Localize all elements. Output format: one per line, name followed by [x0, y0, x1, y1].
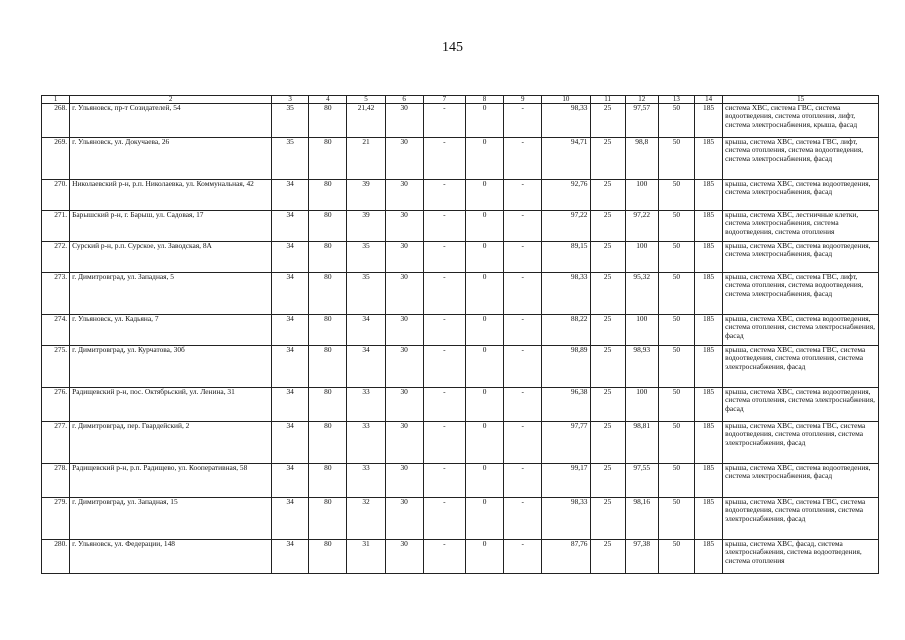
value-col-8: 0: [465, 273, 503, 315]
value-col-7: -: [423, 540, 465, 574]
value-col-11: 25: [590, 104, 625, 138]
value-col-11: 25: [590, 315, 625, 346]
value-col-6: 30: [385, 498, 423, 540]
value-col-14: 185: [695, 104, 723, 138]
value-col-10: 98,33: [542, 273, 590, 315]
address-cell: г. Ульяновск, ул. Докучаева, 26: [70, 138, 272, 180]
address-cell: Барышский р-н, г. Барыш, ул. Садовая, 17: [70, 211, 272, 242]
value-col-4: 80: [309, 498, 347, 540]
table-row: [42, 180, 879, 211]
column-header-2: 2: [70, 96, 272, 104]
value-col-8: 0: [465, 346, 503, 388]
value-col-9: -: [504, 315, 542, 346]
value-col-11: 25: [590, 211, 625, 242]
table-row: [42, 464, 879, 498]
value-col-11: 25: [590, 388, 625, 422]
value-col-11: 25: [590, 273, 625, 315]
value-col-10: 88,22: [542, 315, 590, 346]
works-cell: крыша, система ХВС, система ГВС, система водоотведения, система отопления, система электроснабжения, фасад: [723, 422, 879, 464]
table-row: [42, 498, 879, 540]
value-col-13: 50: [658, 211, 694, 242]
column-header-8: 8: [465, 96, 503, 104]
address-cell: Радищевский р-н, пос. Октябрьский, ул. Ленина, 31: [70, 388, 272, 422]
row-number: 274.: [42, 315, 70, 346]
value-col-14: 185: [695, 211, 723, 242]
value-col-9: -: [504, 388, 542, 422]
value-col-11: 25: [590, 346, 625, 388]
value-col-5: 21: [347, 138, 385, 180]
value-col-11: 25: [590, 498, 625, 540]
value-col-4: 80: [309, 315, 347, 346]
works-cell: крыша, система ХВС, фасад, система электроснабжения, система водоотведения, система отопления: [723, 540, 879, 574]
table-row: [42, 138, 879, 180]
address-cell: г. Ульяновск, ул. Федерации, 148: [70, 540, 272, 574]
value-col-3: 34: [272, 464, 309, 498]
address-cell: г. Димитровград, ул. Западная, 15: [70, 498, 272, 540]
value-col-14: 185: [695, 388, 723, 422]
row-number: 273.: [42, 273, 70, 315]
value-col-6: 30: [385, 138, 423, 180]
value-col-9: -: [504, 138, 542, 180]
column-header-15: 15: [723, 96, 879, 104]
address-cell: г. Ульяновск, пр-т Созидателей, 54: [70, 104, 272, 138]
value-col-9: -: [504, 242, 542, 273]
value-col-7: -: [423, 498, 465, 540]
value-col-11: 25: [590, 242, 625, 273]
value-col-9: -: [504, 498, 542, 540]
value-col-9: -: [504, 180, 542, 211]
address-cell: Николаевский р-н, р.п. Николаевка, ул. Коммунальная, 42: [70, 180, 272, 211]
value-col-3: 34: [272, 346, 309, 388]
value-col-7: -: [423, 464, 465, 498]
value-col-3: 34: [272, 315, 309, 346]
value-col-14: 185: [695, 180, 723, 211]
value-col-4: 80: [309, 180, 347, 211]
value-col-7: -: [423, 315, 465, 346]
table-row: [42, 422, 879, 464]
value-col-7: -: [423, 422, 465, 464]
value-col-8: 0: [465, 498, 503, 540]
value-col-9: -: [504, 211, 542, 242]
value-col-7: -: [423, 273, 465, 315]
value-col-6: 30: [385, 422, 423, 464]
value-col-12: 100: [625, 388, 658, 422]
value-col-5: 33: [347, 388, 385, 422]
value-col-5: 32: [347, 498, 385, 540]
value-col-14: 185: [695, 315, 723, 346]
value-col-8: 0: [465, 464, 503, 498]
value-col-6: 30: [385, 540, 423, 574]
value-col-6: 30: [385, 104, 423, 138]
table-row: [42, 315, 879, 346]
value-col-12: 97,55: [625, 464, 658, 498]
value-col-4: 80: [309, 464, 347, 498]
column-header-11: 11: [590, 96, 625, 104]
value-col-5: 39: [347, 211, 385, 242]
value-col-10: 98,33: [542, 498, 590, 540]
address-cell: г. Ульяновск, ул. Кадьяна, 7: [70, 315, 272, 346]
value-col-3: 34: [272, 540, 309, 574]
value-col-4: 80: [309, 242, 347, 273]
table-row: [42, 540, 879, 574]
row-number: 279.: [42, 498, 70, 540]
table-row: [42, 211, 879, 242]
table-row: [42, 104, 879, 138]
value-col-7: -: [423, 346, 465, 388]
value-col-3: 34: [272, 211, 309, 242]
address-cell: Сурский р-н, р.п. Сурское, ул. Заводская, 8А: [70, 242, 272, 273]
address-cell: г. Димитровград, пер. Гвардейский, 2: [70, 422, 272, 464]
address-cell: г. Димитровград, ул. Курчатова, 30б: [70, 346, 272, 388]
value-col-9: -: [504, 104, 542, 138]
value-col-12: 98,8: [625, 138, 658, 180]
value-col-7: -: [423, 180, 465, 211]
value-col-14: 185: [695, 273, 723, 315]
value-col-14: 185: [695, 138, 723, 180]
register-table: [41, 95, 879, 574]
value-col-7: -: [423, 242, 465, 273]
value-col-14: 185: [695, 346, 723, 388]
value-col-13: 50: [658, 540, 694, 574]
value-col-13: 50: [658, 138, 694, 180]
value-col-14: 185: [695, 540, 723, 574]
value-col-5: 34: [347, 346, 385, 388]
row-number: 276.: [42, 388, 70, 422]
row-number: 268.: [42, 104, 70, 138]
value-col-13: 50: [658, 273, 694, 315]
value-col-10: 98,89: [542, 346, 590, 388]
header-row: [42, 96, 879, 104]
column-header-3: 3: [272, 96, 309, 104]
value-col-13: 50: [658, 498, 694, 540]
value-col-10: 89,15: [542, 242, 590, 273]
works-cell: крыша, система ХВС, лестничные клетки, система электроснабжения, система водоотведения, система отопления: [723, 211, 879, 242]
value-col-6: 30: [385, 388, 423, 422]
value-col-8: 0: [465, 540, 503, 574]
value-col-8: 0: [465, 180, 503, 211]
works-cell: крыша, система ХВС, система ГВС, система водоотведения, система отопления, система электроснабжения, фасад: [723, 498, 879, 540]
row-number: 269.: [42, 138, 70, 180]
value-col-11: 25: [590, 422, 625, 464]
value-col-13: 50: [658, 464, 694, 498]
value-col-8: 0: [465, 388, 503, 422]
value-col-12: 97,57: [625, 104, 658, 138]
value-col-13: 50: [658, 180, 694, 211]
value-col-11: 25: [590, 464, 625, 498]
works-cell: система ХВС, система ГВС, система водоотведения, система отопления, лифт, система электроснабжения, крыша, фасад: [723, 104, 879, 138]
value-col-4: 80: [309, 104, 347, 138]
value-col-10: 94,71: [542, 138, 590, 180]
value-col-4: 80: [309, 138, 347, 180]
table-row: [42, 388, 879, 422]
value-col-5: 35: [347, 242, 385, 273]
row-number: 277.: [42, 422, 70, 464]
works-cell: крыша, система ХВС, система ГВС, система водоотведения, система отопления, система электроснабжения, фасад: [723, 346, 879, 388]
value-col-4: 80: [309, 540, 347, 574]
value-col-13: 50: [658, 422, 694, 464]
value-col-6: 30: [385, 273, 423, 315]
value-col-13: 50: [658, 315, 694, 346]
value-col-5: 35: [347, 273, 385, 315]
value-col-8: 0: [465, 242, 503, 273]
value-col-7: -: [423, 388, 465, 422]
value-col-9: -: [504, 273, 542, 315]
page-number: 145: [442, 40, 463, 55]
value-col-3: 34: [272, 422, 309, 464]
value-col-8: 0: [465, 104, 503, 138]
value-col-8: 0: [465, 138, 503, 180]
value-col-9: -: [504, 346, 542, 388]
value-col-12: 97,38: [625, 540, 658, 574]
table-row: [42, 346, 879, 388]
value-col-6: 30: [385, 464, 423, 498]
value-col-12: 98,16: [625, 498, 658, 540]
value-col-4: 80: [309, 211, 347, 242]
works-cell: крыша, система ХВС, система водоотведения, система отопления, система электроснабжения, фасад: [723, 315, 879, 346]
value-col-9: -: [504, 464, 542, 498]
value-col-13: 50: [658, 388, 694, 422]
column-header-9: 9: [504, 96, 542, 104]
value-col-14: 185: [695, 498, 723, 540]
table-body: [42, 104, 879, 574]
value-col-5: 34: [347, 315, 385, 346]
value-col-10: 98,33: [542, 104, 590, 138]
value-col-6: 30: [385, 180, 423, 211]
value-col-6: 30: [385, 315, 423, 346]
column-header-4: 4: [309, 96, 347, 104]
column-header-14: 14: [695, 96, 723, 104]
value-col-10: 99,17: [542, 464, 590, 498]
value-col-11: 25: [590, 138, 625, 180]
table-row: [42, 242, 879, 273]
row-number: 275.: [42, 346, 70, 388]
column-header-13: 13: [658, 96, 694, 104]
column-header-12: 12: [625, 96, 658, 104]
works-cell: крыша, система ХВС, система ГВС, лифт, система отопления, система водоотведения, система электроснабжения, фасад: [723, 138, 879, 180]
value-col-5: 21,42: [347, 104, 385, 138]
value-col-4: 80: [309, 422, 347, 464]
row-number: 278.: [42, 464, 70, 498]
works-cell: крыша, система ХВС, система водоотведения, система электроснабжения, фасад: [723, 180, 879, 211]
works-cell: крыша, система ХВС, система водоотведения, система электроснабжения, фасад: [723, 464, 879, 498]
value-col-10: 96,38: [542, 388, 590, 422]
value-col-5: 33: [347, 422, 385, 464]
value-col-7: -: [423, 211, 465, 242]
value-col-8: 0: [465, 315, 503, 346]
value-col-4: 80: [309, 273, 347, 315]
value-col-12: 100: [625, 180, 658, 211]
value-col-3: 34: [272, 273, 309, 315]
column-header-7: 7: [423, 96, 465, 104]
value-col-12: 98,93: [625, 346, 658, 388]
row-number: 272.: [42, 242, 70, 273]
value-col-14: 185: [695, 422, 723, 464]
value-col-10: 87,76: [542, 540, 590, 574]
address-cell: Радищевский р-н, р.п. Радищево, ул. Кооперативная, 58: [70, 464, 272, 498]
value-col-10: 97,22: [542, 211, 590, 242]
value-col-6: 30: [385, 242, 423, 273]
value-col-12: 95,32: [625, 273, 658, 315]
value-col-11: 25: [590, 180, 625, 211]
value-col-11: 25: [590, 540, 625, 574]
address-cell: г. Димитровград, ул. Западная, 5: [70, 273, 272, 315]
works-cell: крыша, система ХВС, система водоотведения, система электроснабжения, фасад: [723, 242, 879, 273]
value-col-5: 33: [347, 464, 385, 498]
value-col-3: 34: [272, 498, 309, 540]
works-cell: крыша, система ХВС, система ГВС, лифт, система отопления, система водоотведения, система электроснабжения, фасад: [723, 273, 879, 315]
row-number: 280.: [42, 540, 70, 574]
value-col-3: 34: [272, 180, 309, 211]
value-col-7: -: [423, 104, 465, 138]
works-cell: крыша, система ХВС, система водоотведения, система отопления, система электроснабжения, фасад: [723, 388, 879, 422]
value-col-9: -: [504, 540, 542, 574]
value-col-14: 185: [695, 464, 723, 498]
value-col-10: 92,76: [542, 180, 590, 211]
value-col-6: 30: [385, 346, 423, 388]
value-col-8: 0: [465, 211, 503, 242]
value-col-4: 80: [309, 346, 347, 388]
table-row: [42, 273, 879, 315]
row-number: 271.: [42, 211, 70, 242]
value-col-14: 185: [695, 242, 723, 273]
value-col-3: 35: [272, 138, 309, 180]
value-col-13: 50: [658, 242, 694, 273]
value-col-12: 98,81: [625, 422, 658, 464]
value-col-6: 30: [385, 211, 423, 242]
value-col-12: 97,22: [625, 211, 658, 242]
value-col-10: 97,77: [542, 422, 590, 464]
value-col-9: -: [504, 422, 542, 464]
value-col-12: 100: [625, 315, 658, 346]
column-header-10: 10: [542, 96, 590, 104]
column-header-1: 1: [42, 96, 70, 104]
row-number: 270.: [42, 180, 70, 211]
column-header-5: 5: [347, 96, 385, 104]
value-col-12: 100: [625, 242, 658, 273]
value-col-3: 34: [272, 242, 309, 273]
value-col-7: -: [423, 138, 465, 180]
value-col-13: 50: [658, 346, 694, 388]
value-col-13: 50: [658, 104, 694, 138]
value-col-5: 39: [347, 180, 385, 211]
value-col-5: 31: [347, 540, 385, 574]
value-col-3: 35: [272, 104, 309, 138]
column-header-6: 6: [385, 96, 423, 104]
value-col-8: 0: [465, 422, 503, 464]
value-col-4: 80: [309, 388, 347, 422]
value-col-3: 34: [272, 388, 309, 422]
